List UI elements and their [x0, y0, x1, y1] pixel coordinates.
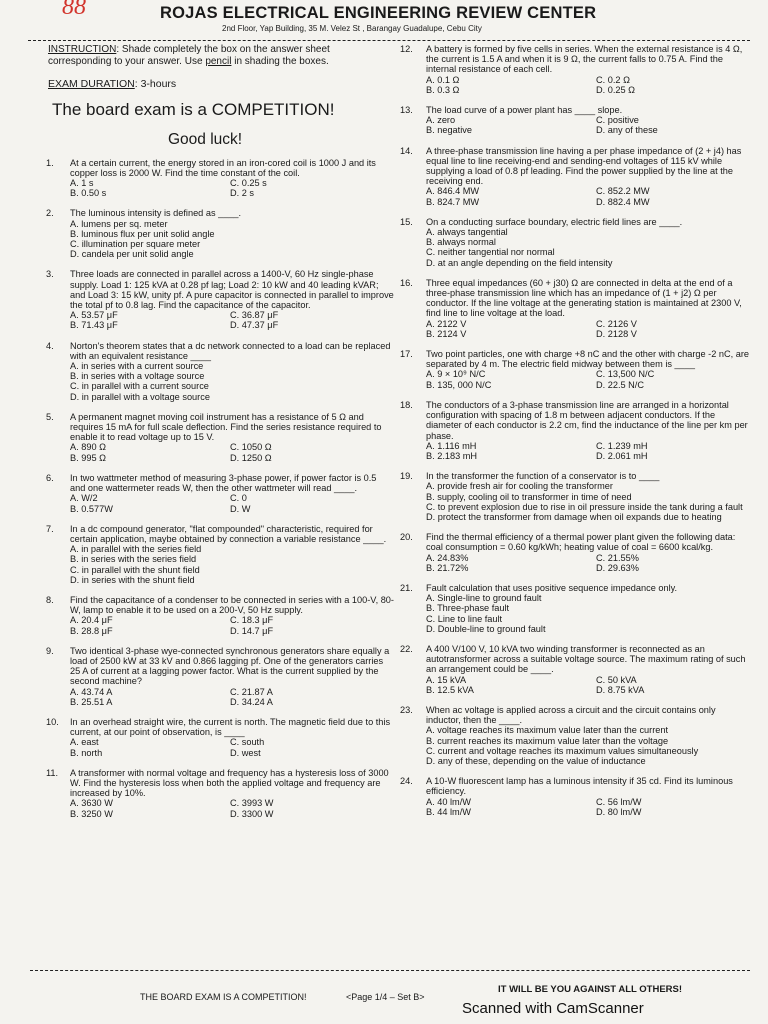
- option-c: C. 13,500 N/C: [596, 369, 655, 380]
- option-a: A. east: [70, 737, 99, 748]
- question-options: [426, 115, 750, 135]
- question-item: [34, 595, 394, 636]
- option-c: C. 0: [230, 493, 247, 504]
- question-options: [426, 319, 750, 339]
- question-text: A 400 V/100 V, 10 kVA two winding transformer is reconnected as an autotransformer across a suitable voltage source. The maximum rating of such an arrangement could be ____.: [426, 643, 746, 675]
- option-d: D. 2.061 mH: [596, 450, 648, 461]
- option-c: C. to prevent explosion due to rise in oil pressure inside the tank during a fault: [426, 501, 743, 512]
- option-b: B. 28.8 μF: [70, 625, 113, 636]
- option-d: D. west: [230, 747, 261, 758]
- option-a: A. in series with a current source: [70, 361, 204, 372]
- question-item: [400, 278, 750, 339]
- question-item: [400, 146, 750, 207]
- question-item: [34, 208, 394, 259]
- option-c: C. 21.55%: [596, 552, 639, 563]
- option-d: D. 47.37 μF: [230, 320, 279, 331]
- option-d: D. in parallel with a voltage source: [70, 391, 210, 402]
- instruction-text2: in shading the boxes.: [231, 55, 329, 67]
- question-text: In two wattmeter method of measuring 3-phase power, if power factor is 0.5 and one wattermeter reads W, then the other wattmeter will read ____.: [70, 472, 377, 494]
- question-item: [34, 524, 394, 585]
- question-number: 13.: [400, 105, 413, 116]
- question-text: Two identical 3-phase wye-connected synchronous generators share equally a load of 2500 kW at 33 kV and 0.866 lagging pf. One of the generators carries 25 A of current at a lagging power factor. What is the current supplied by the second machine?: [70, 645, 390, 687]
- question-options: [426, 481, 750, 522]
- question-options: [70, 219, 394, 260]
- option-b: B. 0.50 s: [70, 188, 107, 199]
- option-c: C. neither tangential nor normal: [426, 247, 555, 258]
- question-text: A three-phase transmission line having a per phase impedance of (2 + j4) has equal line to line receiving-end and sending-end voltages of 115 kV while supplying a load of 0.8 pf leading. Find the power supplied by the line at the receiving end.: [426, 145, 742, 187]
- question-text: A battery is formed by five cells in series. When the external resistance is 4 Ω, the current is 1.5 A and when it is 9 Ω, the current falls to 0.75 A. Find the internal resistance of each cell.: [426, 44, 743, 75]
- question-item: [34, 158, 394, 199]
- option-d: D. 2128 V: [596, 328, 637, 339]
- option-a: A. 0.1 Ω: [426, 74, 460, 85]
- left-question-list: [34, 158, 394, 819]
- right-column: [400, 44, 750, 827]
- option-d: D. W: [230, 503, 251, 514]
- question-number: 6.: [46, 472, 54, 483]
- question-number: 23.: [400, 704, 413, 715]
- option-d: D. 8.75 kVA: [596, 684, 645, 695]
- question-number: 1.: [46, 157, 54, 168]
- option-a: A. always tangential: [426, 227, 508, 238]
- question-item: [400, 532, 750, 573]
- question-item: [34, 646, 394, 707]
- option-b: B. 3250 W: [70, 808, 113, 819]
- option-d: D. candela per unit solid angle: [70, 249, 194, 260]
- option-b: B. luminous flux per unit solid angle: [70, 228, 215, 239]
- option-d: D. 29.63%: [596, 562, 639, 573]
- option-c: C. 852.2 MW: [596, 186, 650, 197]
- option-a: A. Single-line to ground fault: [426, 593, 542, 604]
- question-number: 2.: [46, 208, 54, 219]
- question-number: 7.: [46, 523, 54, 534]
- question-text: Find the capacitance of a condenser to be connected in series with a 100-V, 80-W, lamp to enable it to be used on a 200-V, 50 Hz supply.: [70, 594, 394, 616]
- question-options: [426, 227, 750, 268]
- question-text: In the transformer the function of a conservator is to ____: [426, 471, 660, 482]
- question-number: 4.: [46, 340, 54, 351]
- option-c: C. Line to line fault: [426, 613, 503, 624]
- question-item: [400, 776, 750, 817]
- option-d: D. 1250 Ω: [230, 452, 272, 463]
- question-number: 19.: [400, 471, 413, 482]
- question-item: [34, 473, 394, 514]
- option-b: B. 25.51 A: [70, 696, 113, 707]
- question-text: In an overhead straight wire, the current is north. The magnetic field due to this current, at our point of observation, is ____: [70, 716, 391, 738]
- question-text: Three loads are connected in parallel across a 1400-V, 60 Hz single-phase supply. Load 1: 125 kVA at 0.28 pf lag; Load 2: 10 kW and 40 leading kVAR; and Load 3: 15 kW, unity pf. A pure capacitor is connected in parallel to improve the total pf to 0.8 lag. Find the capacitance of the capacitor.: [70, 269, 394, 311]
- question-text: Find the thermal efficiency of a thermal power plant given the following data: coal consumption = 0.60 kg/kWh; heating value of coal = 6600 kcal/kg.: [426, 532, 736, 553]
- option-b: B. 995 Ω: [70, 452, 106, 463]
- question-options: [426, 553, 750, 573]
- option-b: B. supply, cooling oil to transformer in time of need: [426, 491, 632, 502]
- question-item: [400, 705, 750, 766]
- option-b: B. in series with a voltage source: [70, 371, 205, 382]
- option-d: D. any of these: [596, 125, 658, 136]
- instruction: [48, 44, 394, 67]
- question-options: [426, 369, 750, 389]
- option-c: C. in parallel with a current source: [70, 381, 209, 392]
- option-b: B. 71.43 μF: [70, 320, 118, 331]
- question-number: 8.: [46, 594, 54, 605]
- option-a: A. W/2: [70, 493, 98, 504]
- option-c: C. 1.239 mH: [596, 440, 648, 451]
- option-b: B. Three-phase fault: [426, 603, 510, 614]
- exam-duration: [48, 79, 394, 89]
- option-a: A. 20.4 μF: [70, 615, 113, 626]
- question-number: 11.: [46, 767, 59, 778]
- question-options: [426, 441, 750, 461]
- option-c: C. 56 lm/W: [596, 796, 642, 807]
- question-item: [34, 269, 394, 330]
- option-c: C. 18.3 μF: [230, 615, 274, 626]
- question-text: The conductors of a 3-phase transmission line are arranged in a horizontal configuration with spacing of 1.8 m between adjacent conductors. If the diameter of each conductor is 2.2 cm, find the inductance of the line per km per phase.: [426, 399, 748, 441]
- handwritten-mark: 88: [62, 0, 86, 20]
- option-c: C. 21.87 A: [230, 686, 273, 697]
- question-options: [70, 615, 394, 635]
- question-item: [400, 400, 750, 461]
- option-d: D. 2 s: [230, 188, 254, 199]
- option-a: A. lumens per sq. meter: [70, 218, 168, 229]
- question-text: The load curve of a power plant has ____ slope.: [426, 105, 623, 116]
- question-options: [426, 75, 750, 95]
- option-d: D. 3300 W: [230, 808, 274, 819]
- option-b: B. 12.5 kVA: [426, 684, 474, 695]
- option-d: D. 22.5 N/C: [596, 379, 644, 390]
- question-number: 24.: [400, 776, 413, 787]
- question-item: [400, 583, 750, 634]
- scanner-watermark: Scanned with CamScanner: [462, 1000, 644, 1017]
- option-c: C. 2126 V: [596, 318, 637, 329]
- option-c: C. illumination per square meter: [70, 239, 201, 250]
- option-c: C. 36.87 μF: [230, 310, 279, 321]
- question-text: Three equal impedances (60 + j30) Ω are connected in delta at the end of a three-phase transmission line which has an impedance of (1 + j2) Ω per conductor. If the line voltage at the generating station is maintained at 2300 V, find line to line voltage at the load.: [426, 277, 742, 319]
- question-number: 10.: [46, 716, 59, 727]
- option-c: C. in parallel with the shunt field: [70, 564, 200, 575]
- question-options: [426, 797, 750, 817]
- question-number: 3.: [46, 269, 54, 280]
- question-options: [426, 725, 750, 766]
- option-b: B. 44 lm/W: [426, 806, 471, 817]
- option-a: A. 15 kVA: [426, 674, 467, 685]
- option-c: C. 3993 W: [230, 798, 274, 809]
- option-a: A. 1 s: [70, 178, 94, 189]
- option-a: A. 2122 V: [426, 318, 467, 329]
- option-a: A. 846.4 MW: [426, 186, 480, 197]
- question-item: [400, 105, 750, 136]
- header-title: ROJAS ELECTRICAL ENGINEERING REVIEW CENTER: [160, 4, 597, 22]
- option-b: B. current reaches its maximum value later than the voltage: [426, 735, 669, 746]
- option-b: B. 135, 000 N/C: [426, 379, 492, 390]
- question-options: [70, 310, 394, 330]
- option-c: C. current and voltage reaches its maximum values simultaneously: [426, 745, 699, 756]
- option-c: C. positive: [596, 115, 639, 126]
- option-d: D. 80 lm/W: [596, 806, 642, 817]
- question-options: [70, 687, 394, 707]
- question-number: 22.: [400, 643, 413, 654]
- footer-divider: [30, 970, 750, 971]
- question-item: [34, 717, 394, 758]
- footer-left: THE BOARD EXAM IS A COMPETITION!: [140, 992, 307, 1002]
- good-luck-text: Good luck!: [168, 131, 243, 149]
- footer-right: IT WILL BE YOU AGAINST ALL OTHERS!: [498, 984, 683, 995]
- question-number: 12.: [400, 44, 413, 54]
- question-options: [70, 361, 394, 402]
- option-a: A. 24.83%: [426, 552, 469, 563]
- option-d: D. 882.4 MW: [596, 196, 650, 207]
- option-d: D. at an angle depending on the field intensity: [426, 257, 613, 268]
- left-column: [34, 44, 394, 829]
- question-text: Two point particles, one with charge +8 nC and the other with charge -2 nC, are separated by 4 m. The electric field midway between them is ____: [426, 349, 750, 370]
- option-d: D. 34.24 A: [230, 696, 273, 707]
- option-b: B. north: [70, 747, 103, 758]
- option-a: A. 53.57 μF: [70, 310, 118, 321]
- option-a: A. in parallel with the series field: [70, 544, 202, 555]
- question-item: [34, 341, 394, 402]
- option-a: A. provide fresh air for cooling the transformer: [426, 481, 613, 492]
- question-number: 20.: [400, 532, 413, 543]
- option-d: D. in series with the shunt field: [70, 574, 195, 585]
- option-a: A. 40 lm/W: [426, 796, 471, 807]
- question-text: On a conducting surface boundary, electric field lines are ____.: [426, 216, 683, 227]
- option-a: A. voltage reaches its maximum value later than the current: [426, 725, 669, 736]
- question-item: [400, 471, 750, 522]
- question-options: [70, 798, 394, 818]
- option-c: C. 50 kVA: [596, 674, 637, 685]
- question-options: [426, 675, 750, 695]
- question-number: 16.: [400, 277, 413, 288]
- question-options: [426, 593, 750, 634]
- question-number: 15.: [400, 216, 413, 227]
- question-text: A permanent magnet moving coil instrument has a resistance of 5 Ω and requires 15 mA for full scale deflection. Find the series resistance required to enable it to read voltage up to 15 V.: [70, 411, 382, 443]
- question-options: [70, 178, 394, 198]
- option-a: A. 9 × 10⁹ N/C: [426, 369, 486, 380]
- header: [160, 4, 660, 33]
- question-text: A 10-W fluorescent lamp has a luminous intensity if 35 cd. Find its luminous efficiency.: [426, 776, 733, 797]
- header-address: 2nd Floor, Yap Building, 35 M. Velez St , Barangay Guadalupe, Cebu City: [222, 24, 482, 33]
- option-b: B. 824.7 MW: [426, 196, 480, 207]
- option-c: C. 0.25 s: [230, 178, 267, 189]
- question-options: [70, 544, 394, 585]
- question-text: The luminous intensity is defined as ____.: [70, 208, 242, 219]
- option-a: A. 890 Ω: [70, 442, 106, 453]
- question-item: [34, 412, 394, 463]
- question-item: [400, 44, 750, 95]
- option-d: D. 14.7 μF: [230, 625, 274, 636]
- option-b: B. 2124 V: [426, 328, 467, 339]
- option-a: A. 43.74 A: [70, 686, 113, 697]
- question-text: At a certain current, the energy stored in an iron-cored coil is 1000 J and its copper loss is 2000 W. Find the time constant of the coil.: [70, 157, 376, 178]
- option-b: B. 0.3 Ω: [426, 84, 460, 95]
- question-number: 17.: [400, 349, 413, 360]
- question-text: Fault calculation that uses positive sequence impedance only.: [426, 582, 678, 593]
- question-number: 9.: [46, 645, 54, 656]
- option-b: B. always normal: [426, 237, 496, 248]
- question-number: 5.: [46, 411, 54, 422]
- question-text: When ac voltage is applied across a circuit and the circuit contains only inductor, then the ____.: [426, 704, 716, 726]
- option-b: B. negative: [426, 125, 472, 136]
- option-b: B. 21.72%: [426, 562, 469, 573]
- option-d: D. 0.25 Ω: [596, 84, 636, 95]
- right-question-list: [400, 44, 750, 817]
- option-d: D. any of these, depending on the value of inductance: [426, 755, 646, 766]
- option-c: C. 0.2 Ω: [596, 74, 630, 85]
- duration-label: EXAM DURATION: [48, 78, 135, 90]
- duration-value: : 3-hours: [134, 78, 177, 90]
- question-item: [400, 349, 750, 390]
- option-b: B. in series with the series field: [70, 554, 197, 565]
- option-b: B. 0.577W: [70, 503, 113, 514]
- option-c: C. 1050 Ω: [230, 442, 272, 453]
- question-item: [34, 768, 394, 819]
- competition-banner: The board exam is a COMPETITION!: [52, 100, 335, 120]
- instruction-pencil: pencil: [205, 55, 232, 67]
- question-item: [400, 217, 750, 268]
- option-b: B. 2.183 mH: [426, 450, 478, 461]
- option-d: D. Double-line to ground fault: [426, 623, 546, 634]
- question-options: [70, 493, 394, 513]
- option-a: A. 3630 W: [70, 798, 113, 809]
- instruction-label: INSTRUCTION: [48, 44, 117, 55]
- option-c: C. south: [230, 737, 265, 748]
- question-options: [70, 442, 394, 462]
- header-divider: [28, 40, 750, 41]
- question-text: In a dc compound generator, "flat compounded" characteristic, required for certain application, maybe obtained by connection a variable resistance ____.: [70, 523, 387, 544]
- option-a: A. zero: [426, 115, 456, 126]
- question-number: 18.: [400, 399, 413, 410]
- instruction-text: : Shade completely the box on the answer sheet corresponding to your answer. Use: [48, 44, 330, 67]
- question-item: [400, 644, 750, 695]
- question-text: Norton's theorem states that a dc network connected to a load can be replaced with an equivalent resistance ____: [70, 340, 391, 361]
- question-number: 21.: [400, 582, 413, 593]
- footer-page: <Page 1/4 – Set B>: [346, 992, 425, 1002]
- option-d: D. protect the transformer from damage when oil expands due to heating: [426, 511, 722, 522]
- option-a: A. 1.116 mH: [426, 440, 477, 451]
- question-number: 14.: [400, 145, 413, 156]
- question-options: [426, 186, 750, 206]
- question-text: A transformer with normal voltage and frequency has a hysteresis loss of 3000 W. Find the hysteresis loss when both the applied voltage and frequency are increased by 10%.: [70, 767, 389, 799]
- question-options: [70, 737, 394, 757]
